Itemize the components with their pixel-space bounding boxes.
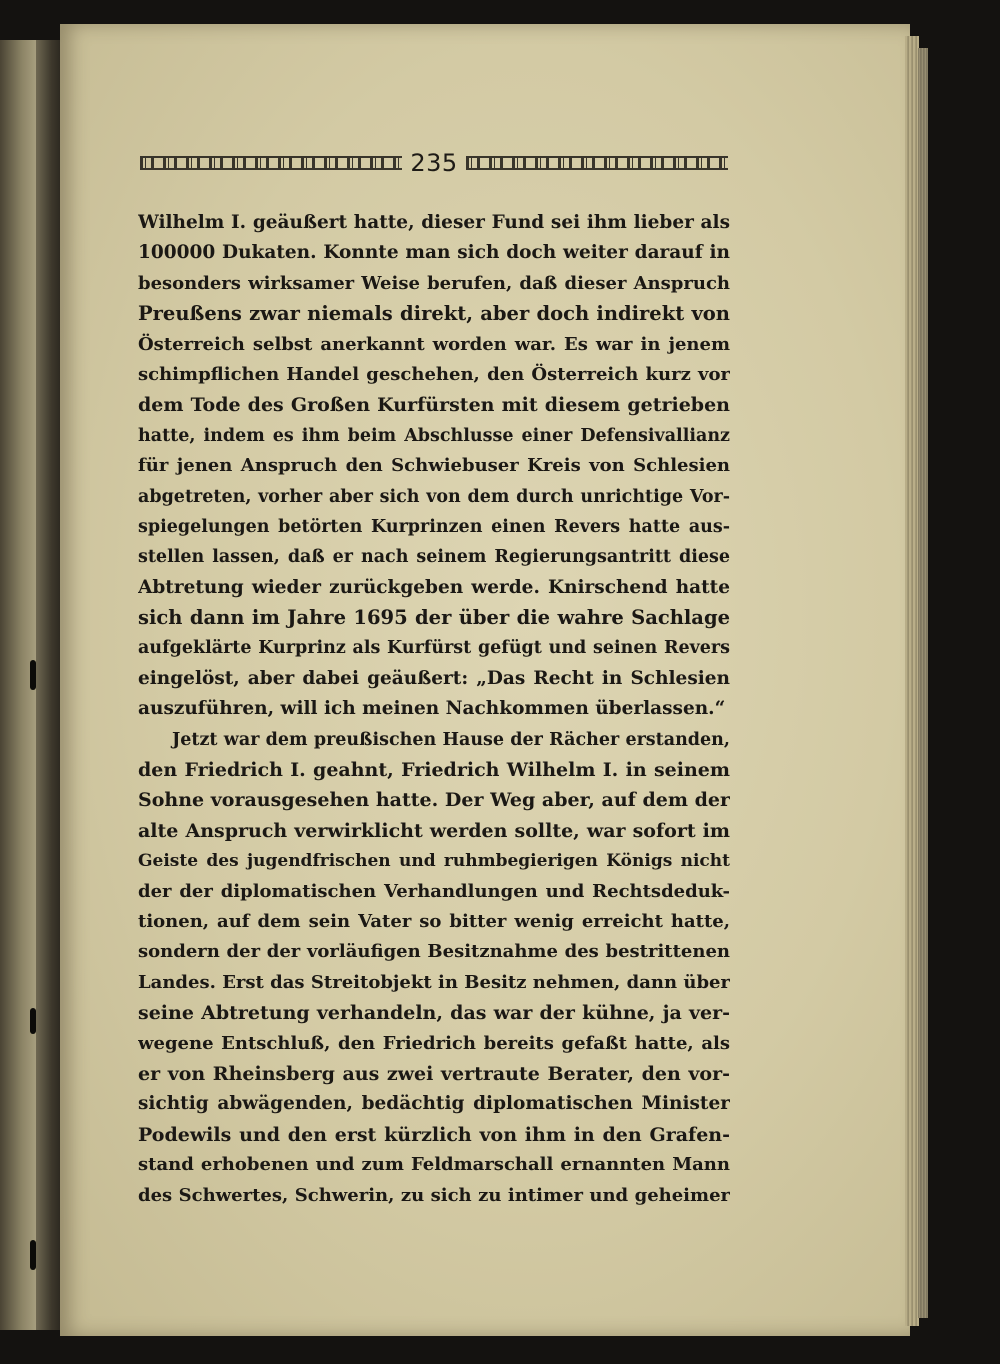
book-gutter	[36, 40, 62, 1330]
text-line: den Friedrich I. geahnt, Friedrich Wilhelm I. in seinem	[138, 759, 730, 782]
binding-mark	[30, 1008, 36, 1034]
page-number: 235	[410, 149, 458, 177]
text-line: sondern der der vorläufigen Besitznahme des bestrittenen	[138, 941, 730, 963]
text-line: Preußens zwar niemals direkt, aber doch indirekt von	[138, 302, 730, 326]
text-line: Sohne vorausgesehen hatte. Der Weg aber, auf dem der	[138, 789, 730, 812]
text-line: seine Abtretung verhandeln, das war der kühne, ja ver-	[138, 1002, 730, 1025]
text-line: hatte, indem es ihm beim Abschlusse einer Defensivallianz	[138, 425, 730, 446]
text-line: aufgeklärte Kurprinz als Kurfürst gefügt und seinen Revers	[138, 638, 730, 659]
paragraph-start-line: Jetzt war dem preußischen Hause der Rächer erstanden,	[172, 729, 730, 750]
text-line: Abtretung wieder zurückgeben werde. Knirschend hatte	[138, 576, 730, 598]
text-line: spiegelungen betörten Kurprinzen einen Revers hatte aus-	[138, 516, 730, 537]
binding-mark	[30, 660, 36, 690]
paragraph-end-line: auszuführen, will ich meinen Nachkommen überlassen.“	[138, 698, 726, 720]
text-line: dem Tode des Großen Kurfürsten mit diesem getrieben	[138, 394, 730, 417]
text-line: 100000 Dukaten. Konnte man sich doch weiter darauf in	[138, 242, 730, 264]
binding-mark	[30, 1240, 36, 1270]
page-stack-edge	[905, 36, 919, 1326]
text-line: eingelöst, aber dabei geäußert: „Das Recht in Schlesien	[138, 667, 730, 689]
text-line: für jenen Anspruch den Schwiebuser Kreis von Schlesien	[138, 455, 730, 477]
text-line: sich dann im Jahre 1695 der über die wahre Sachlage	[138, 606, 730, 630]
page-stack-edge	[918, 48, 928, 1318]
text-line: schimpflichen Handel geschehen, den Österreich kurz vor	[138, 363, 730, 385]
body-text	[138, 208, 730, 1211]
text-line: Wilhelm I. geäußert hatte, dieser Fund sei ihm lieber als	[138, 212, 730, 233]
text-line: sichtig abwägenden, bedächtig diplomatischen Minister	[138, 1093, 730, 1115]
text-line: besonders wirksamer Weise berufen, daß dieser Anspruch	[138, 272, 730, 294]
header-ornament-right	[466, 156, 728, 170]
text-line: des Schwertes, Schwerin, zu sich zu intimer und geheimer	[138, 1184, 730, 1206]
text-line: stellen lassen, daß er nach seinem Regierungsantritt diese	[138, 547, 730, 568]
text-line: Österreich selbst anerkannt worden war. Es war in jenem	[138, 333, 730, 355]
text-line: wegene Entschluß, den Friedrich bereits gefaßt hatte, als	[138, 1032, 730, 1054]
text-line: Geiste des jugendfrischen und ruhmbegierigen Königs nicht	[138, 851, 730, 872]
text-line: Podewils und den erst kürzlich von ihm in den Grafen-	[138, 1123, 730, 1146]
text-line: alte Anspruch verwirklicht werden sollte, war sofort im	[138, 819, 730, 842]
page-header	[140, 148, 728, 178]
header-ornament-left	[140, 156, 402, 170]
text-line: er von Rheinsberg aus zwei vertraute Berater, den vor-	[138, 1062, 730, 1085]
text-line: stand erhobenen und zum Feldmarschall ernannten Mann	[138, 1154, 730, 1176]
text-line: der der diplomatischen Verhandlungen und Rechtsdeduk-	[138, 880, 730, 902]
text-line: tionen, auf dem sein Vater so bitter wenig erreicht hatte,	[138, 910, 730, 932]
text-line: Landes. Erst das Streitobjekt in Besitz nehmen, dann über	[138, 971, 730, 993]
text-line: abgetreten, vorher aber sich von dem durch unrichtige Vor-	[138, 486, 730, 507]
